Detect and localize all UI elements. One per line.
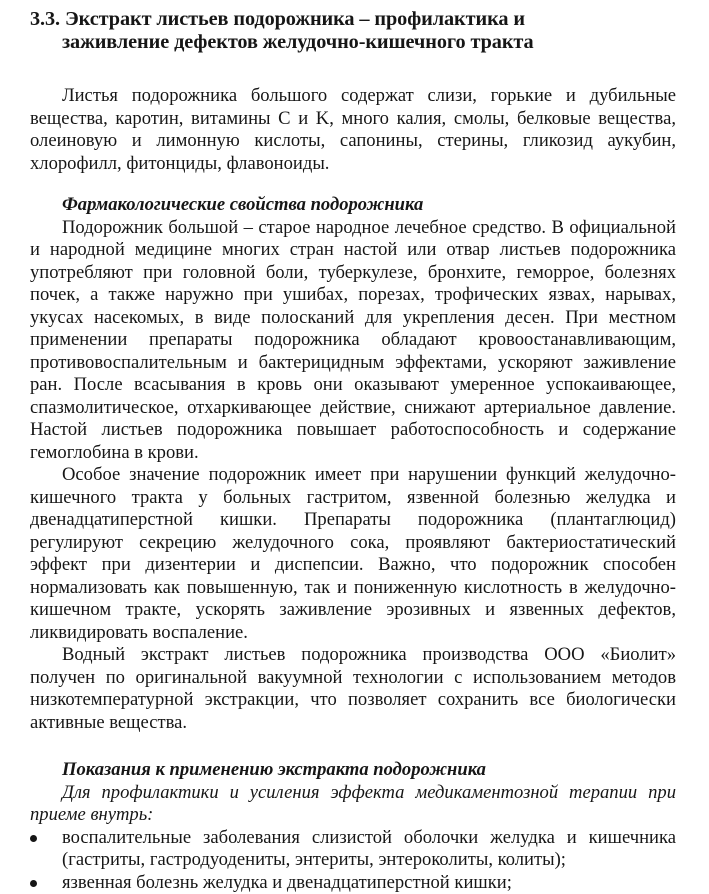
document-page	[30, 0, 676, 894]
indications-lead: Для профилактики и усиления эффекта медикаментозной терапии при приеме внутрь:	[30, 782, 676, 827]
pharmacology-paragraph: Водный экстракт листьев подорожника производства ООО «Биолит» получен по оригинальной вакуумной технологии с использованием методов низкотемпературной экстракции, что позволяет сохранить все биологически активные вещества.	[30, 644, 676, 734]
pharmacology-paragraph: Подорожник большой – старое народное лечебное средство. В официальной и народной медицине многих стран настой или отвар листьев подорожника употребляют при головной боли, туберкулезе, бронхите, геморрое, болезнях почек, а также наружно при ушибах, порезах, трофических язвах, нарывах, укусах насекомых, в виде полосканий для укрепления десен. При местном применении препараты подорожника обладают кровоостанавливающим, противовоспалительным и бактерицидным эффектами, ускоряют заживление ран. После всасывания в кровь они оказывают умеренное успокаивающее, спазмолитическое, отхаркивающее действие, снижают артериальное давление. Настой листьев подорожника повышает работоспособность и содержание гемоглобина в крови.	[30, 217, 676, 465]
bullet-icon	[30, 880, 37, 887]
section-number: 3.3.	[30, 8, 60, 30]
section-heading-line-1: Экстракт листьев подорожника – профилактика и	[65, 8, 525, 30]
section-heading	[30, 8, 676, 54]
list-item-text: воспалительные заболевания слизистой оболочки желудка и кишечника (гастриты, гастродуодениты, энтериты, энтероколиты, колиты);	[62, 827, 676, 871]
pharmacology-paragraph: Особое значение подорожник имеет при нарушении функций желудочно-кишечного тракта у больных гастритом, язвенной болезнью желудка и двенадцатиперстной кишки. Препараты подорожника (плантаглюцид) регулируют секрецию желудочного сока, проявляют бактериостатический эффект при дизентерии и диспепсии. Важно, что подорожник способен нормализовать как повышенную, так и пониженную кислотность в желудочно-кишечном тракте, ускорять заживление эрозивных и язвенных дефектов, ликвидировать воспаление.	[30, 464, 676, 644]
intro-paragraph: Листья подорожника большого содержат слизи, горькие и дубильные вещества, каротин, витамины C и K, много калия, смолы, белковые вещества, олеиновую и лимонную кислоты, сапонины, стерины, гликозид аукубин, хлорофилл, фитонциды, флавоноиды.	[30, 85, 676, 175]
list-item	[30, 827, 676, 872]
bullet-icon	[30, 835, 37, 842]
pharmacology-subheading: Фармакологические свойства подорожника	[30, 194, 676, 217]
indications-list	[30, 827, 676, 894]
list-item	[30, 872, 676, 894]
section-heading-line-2: заживление дефектов желудочно-кишечного тракта	[30, 31, 676, 54]
indications-subheading: Показания к применению экстракта подорожника	[30, 759, 676, 782]
list-item-text: язвенная болезнь желудка и двенадцатиперстной кишки;	[62, 872, 512, 893]
